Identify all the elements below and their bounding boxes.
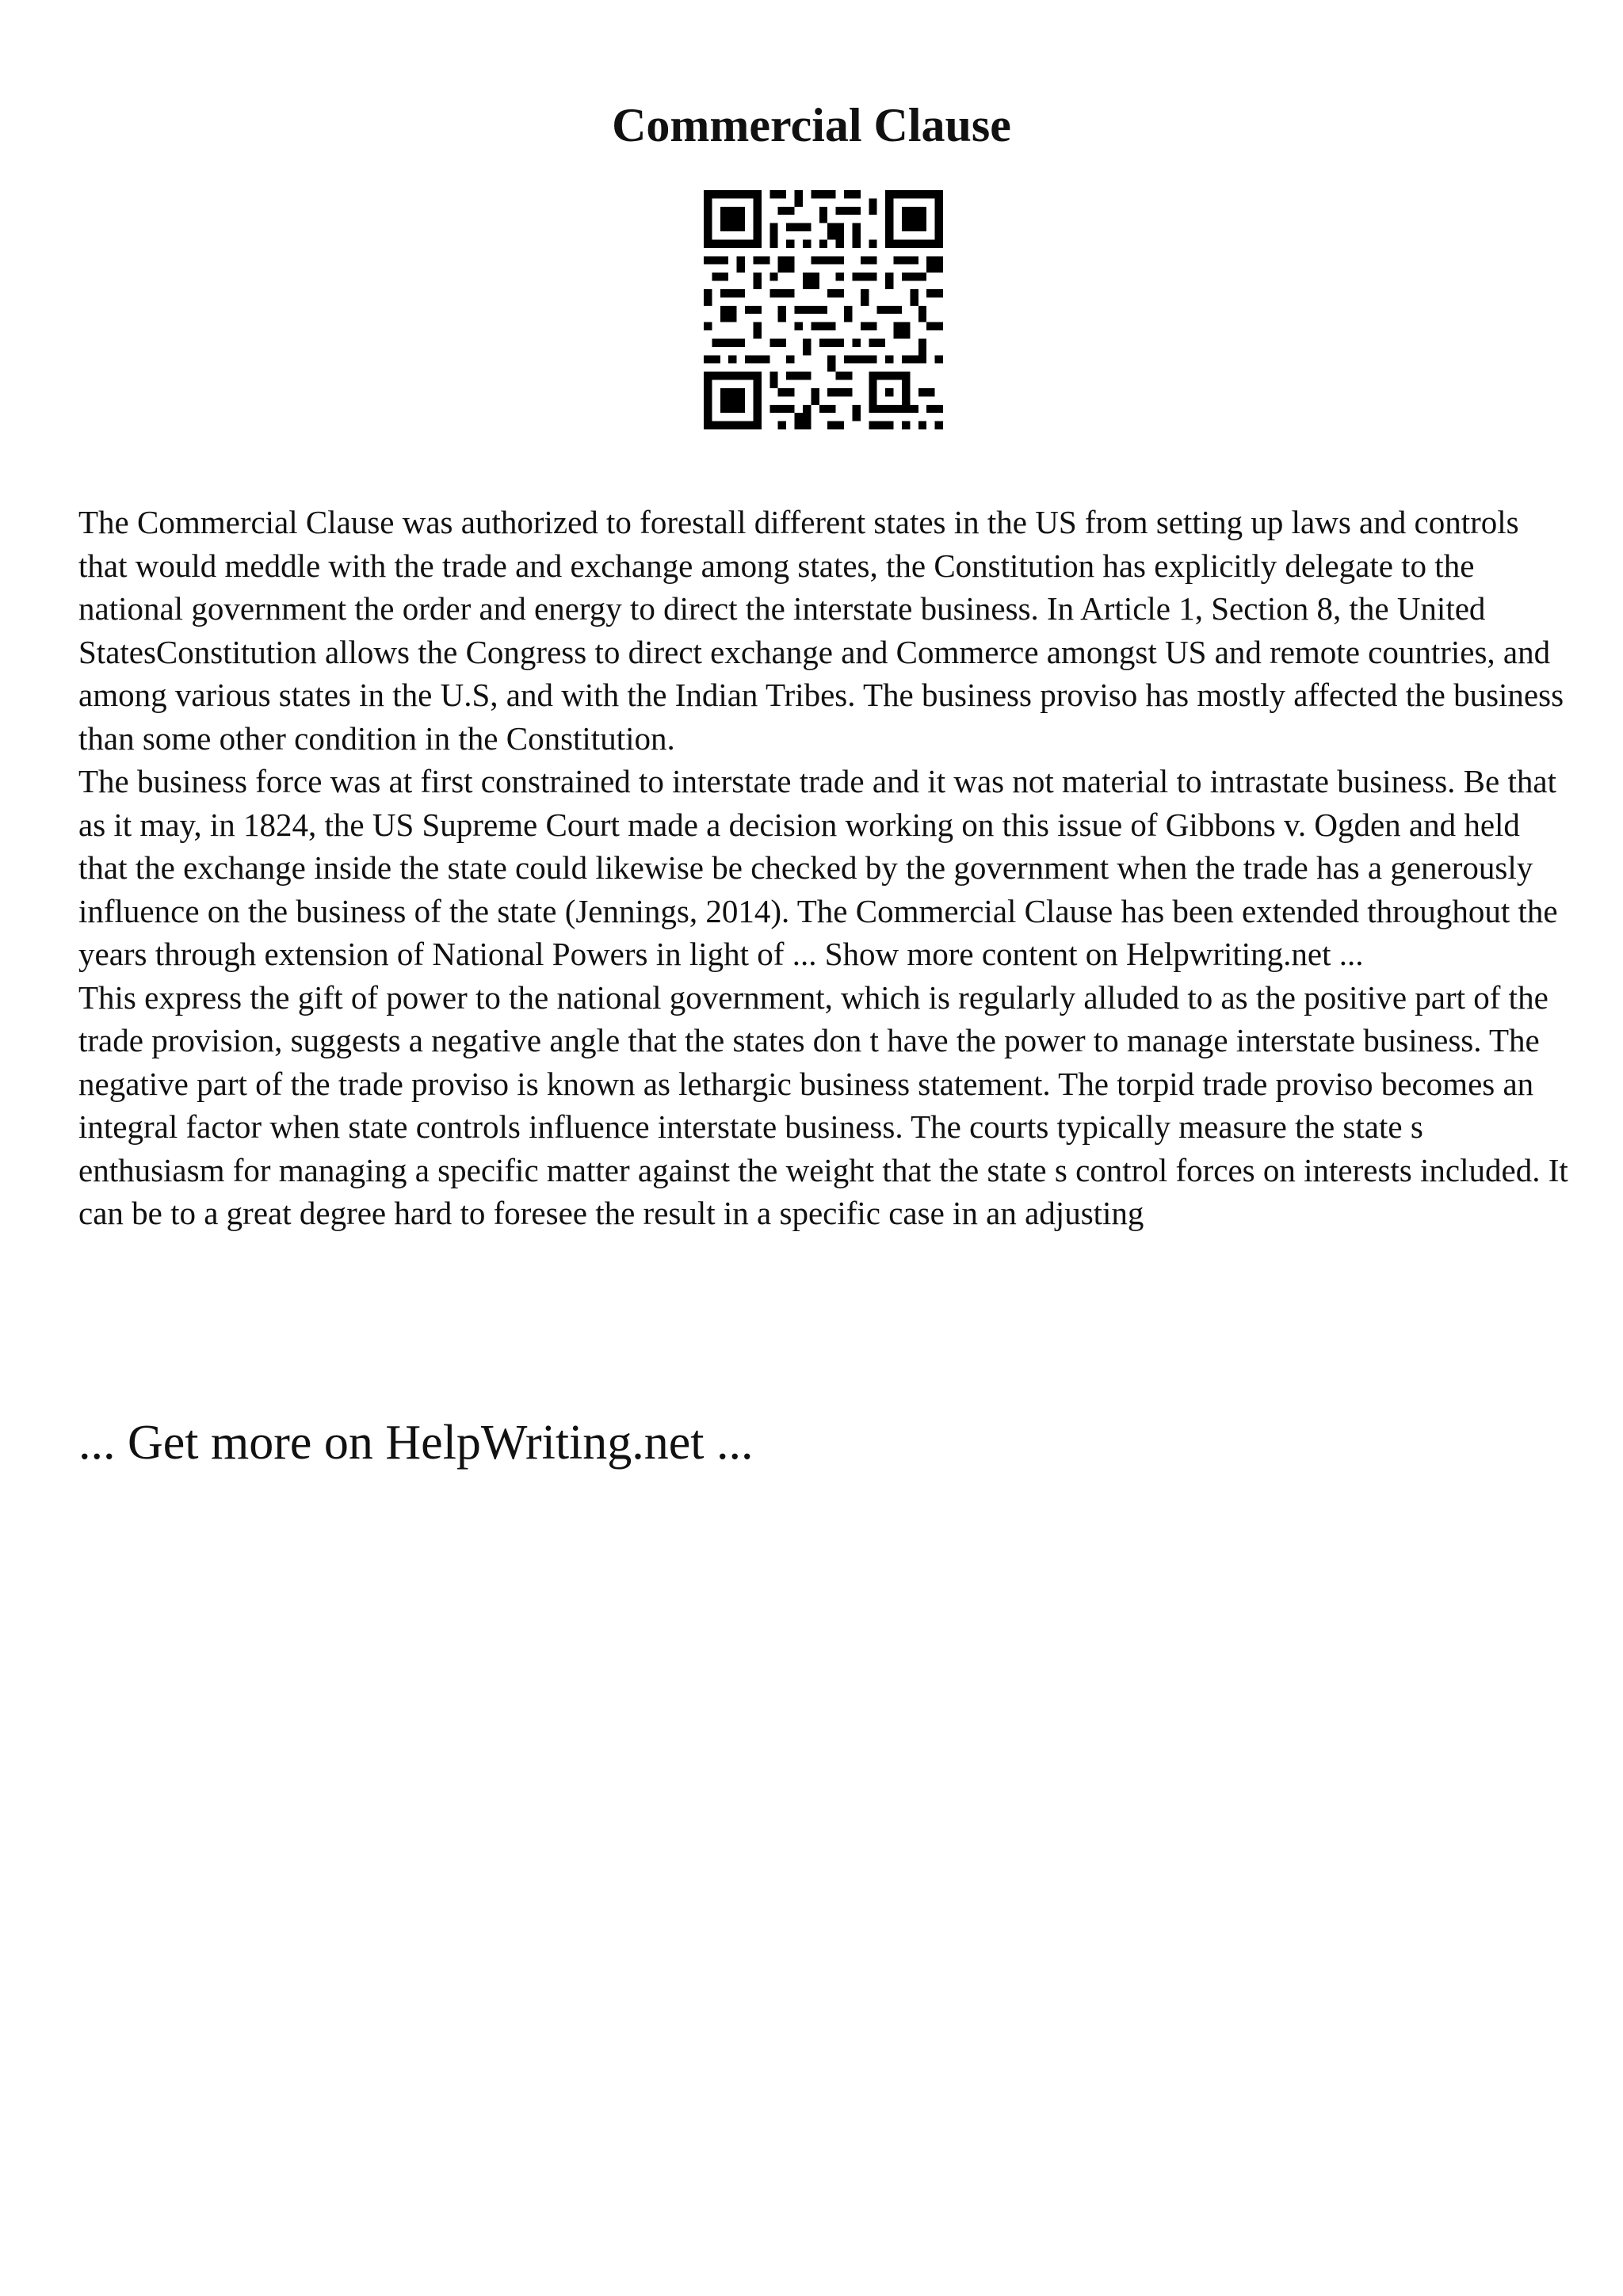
paragraph: The Commercial Clause was authorized to forestall different states in the US from setting up laws and controls that would meddle with the trade and exchange among states, the Constitution has explicitly delegate to the national government the order and energy to direct the interstate business. In Article 1, Section 8, the United StatesConstitution allows the Congress to direct exchange and Commerce amongst US and remote countries, and among various states in the U.S, and with the Indian Tribes. The business proviso has mostly affected the business than some other condition in the Constitution. xyxy=(78,504,1564,757)
article-body xyxy=(78,501,1568,1235)
page-title: Commercial Clause xyxy=(612,99,1011,151)
qr-code-icon xyxy=(704,190,943,429)
paragraph: The business force was at first constrained to interstate trade and it was not material to intrastate business. Be that as it may, in 1824, the US Supreme Court made a decision working on this issue of Gibbons v. Ogden and held that the exchange inside the state could likewise be checked by the government when the trade has a generously influence on the business of the state (Jennings, 2014). The Commercial Clause has been extended throughout the years through extension of National Powers in light of ... Show more content on Helpwriting.net ... xyxy=(78,763,1558,972)
paragraph: This express the gift of power to the national government, which is regularly alluded to as the positive part of the trade provision, suggests a negative angle that the states don t have the power to manage interstate business. The negative part of the trade proviso is known as lethargic business statement. The torpid trade proviso becomes an integral factor when state controls influence interstate business. The courts typically measure the state s enthusiasm for managing a specific matter against the weight that the state s control forces on interests included. It can be to a great degree hard to foresee the result in a specific case in an adjusting xyxy=(78,978,1568,1231)
get-more-link[interactable]: ... Get more on HelpWriting.net ... xyxy=(78,1416,754,1470)
